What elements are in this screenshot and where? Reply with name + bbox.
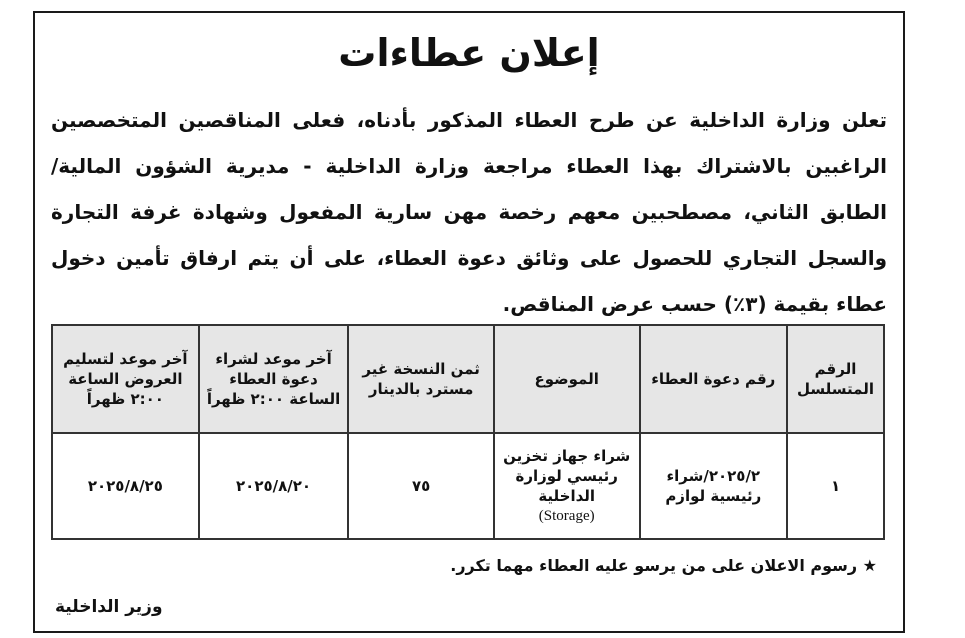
cell-subject-latin: (Storage) xyxy=(538,508,595,524)
header-subject: الموضوع xyxy=(494,325,640,433)
header-tender-number: رقم دعوة العطاء xyxy=(640,325,788,433)
header-purchase-deadline: آخر موعد لشراء دعوة العطاء الساعة ٢:٠٠ ظهراً xyxy=(199,325,349,433)
header-price: ثمن النسخة غير مسترد بالدينار xyxy=(348,325,494,433)
cell-subject-text: شراء جهاز تخزين رئيسي لوزارة الداخلية xyxy=(503,447,631,505)
header-submission-deadline: آخر موعد لتسليم العروض الساعة ٢:٠٠ ظهراً xyxy=(52,325,199,433)
cell-tender-number: ٢٠٢٥/٢/شراء رئيسية لوازم xyxy=(640,433,788,539)
announcement-title: إعلان عطاءات xyxy=(338,31,600,75)
cell-price: ٧٥ xyxy=(348,433,494,539)
announcement-body: تعلن وزارة الداخلية عن طرح العطاء المذكور بأدناه، فعلى المناقصين المتخصصين الراغبين بالاشتراك بهذا العطاء مراجعة وزارة الداخلية - مديرية الشؤون المالية/ الطابق الثاني، مصطحبين معهم رخصة مهن سارية المفعول وشهادة غرفة التجارة والسجل التجاري للحصول على وثائق دعوة العطاء، على أن يتم ارفاق تأمين دخول عطاء بقيمة (٣٪) حسب عرض المناقص. xyxy=(51,108,887,316)
tender-table xyxy=(51,324,885,540)
signature: وزير الداخلية xyxy=(55,597,163,617)
header-serial: الرقم المتسلسل xyxy=(787,325,884,433)
table-header-row xyxy=(52,325,884,433)
cell-purchase-deadline: ٢٠٢٥/٨/٢٠ xyxy=(199,433,349,539)
fee-note: ★ رسوم الاعلان على من يرسو عليه العطاء مهما تكرر. xyxy=(450,556,877,575)
cell-subject xyxy=(494,433,640,539)
cell-serial: ١ xyxy=(787,433,884,539)
table-row xyxy=(52,433,884,539)
announcement-frame xyxy=(33,11,905,633)
cell-submission-deadline: ٢٠٢٥/٨/٢٥ xyxy=(52,433,199,539)
